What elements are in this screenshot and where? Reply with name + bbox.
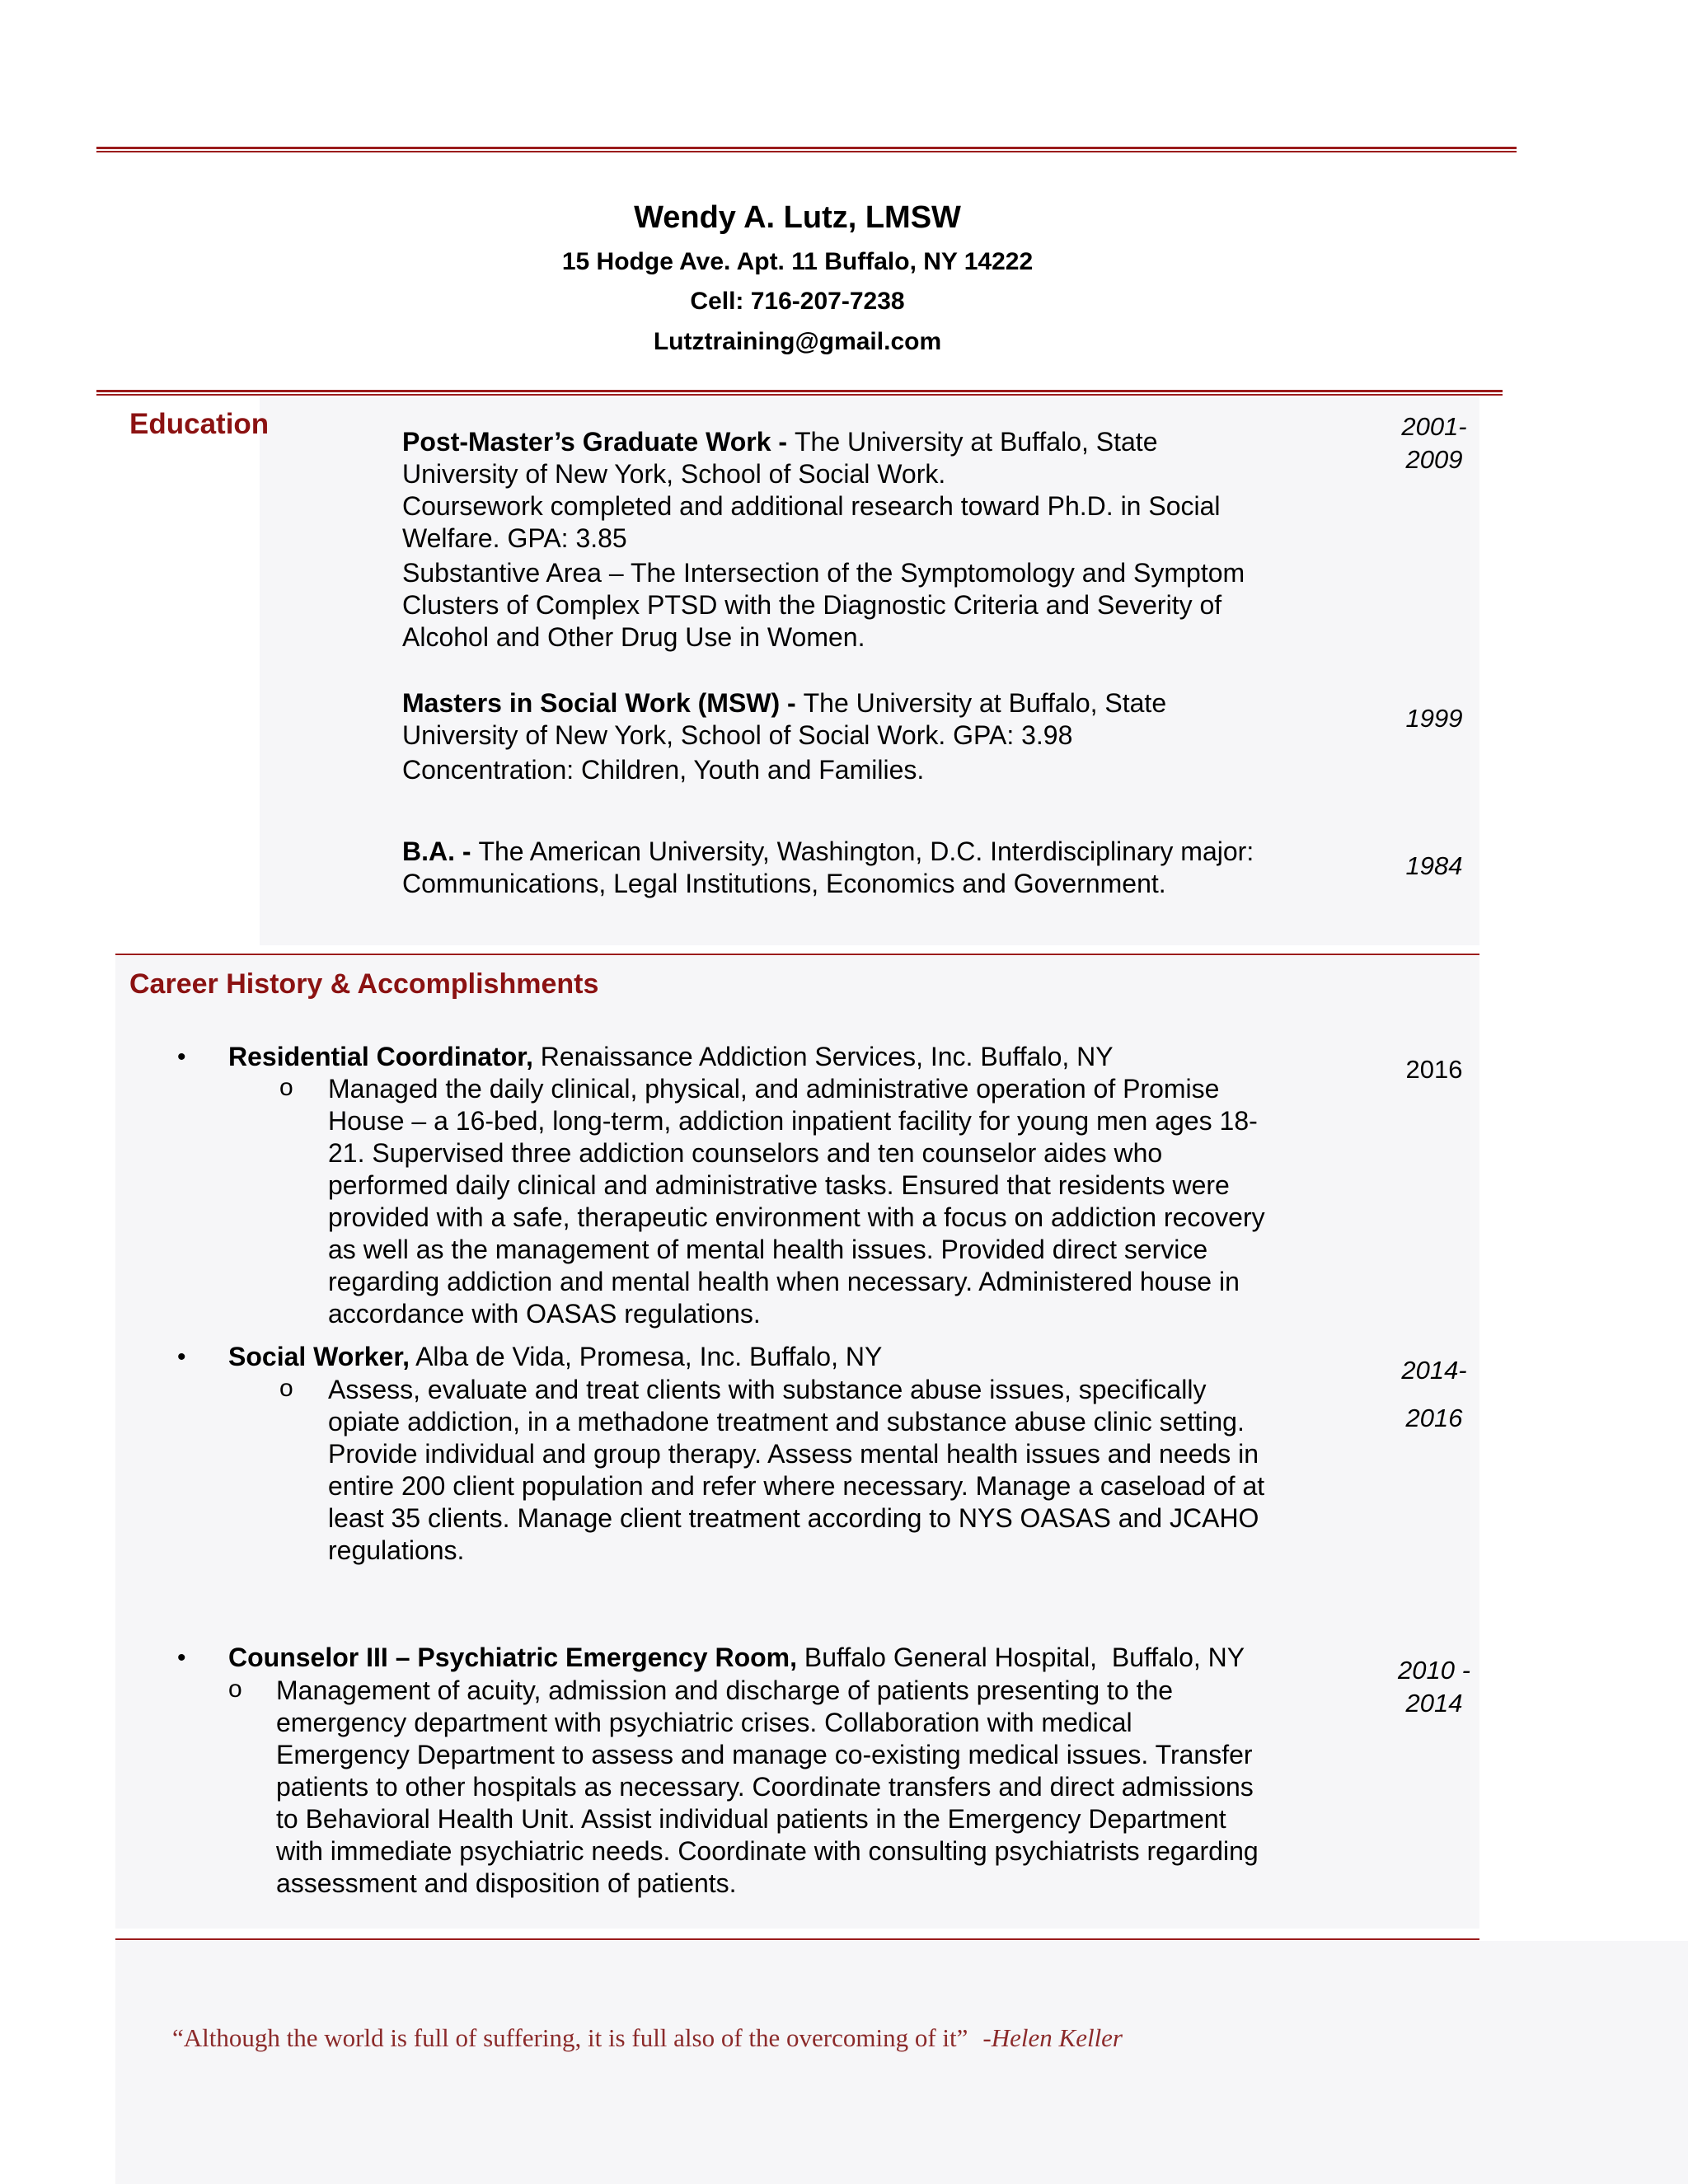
bullet-marker: • <box>177 1343 186 1371</box>
education-line: The American University, Washington, D.C. Interdisciplinary major: <box>478 837 1254 866</box>
education-date-ba <box>1381 850 1488 883</box>
education-line: Coursework completed and additional research toward Ph.D. in Social <box>402 491 1221 521</box>
education-line: Clusters of Complex PTSD with the Diagnostic Criteria and Severity of <box>402 590 1222 620</box>
description-line: accordance with OASAS regulations. <box>328 1299 761 1329</box>
education-date-postmasters <box>1381 410 1488 476</box>
description-line: regarding addiction and mental health when necessary. Administered house in <box>328 1267 1240 1296</box>
top-double-rule <box>96 147 1517 152</box>
date-line: 2001- <box>1401 412 1467 441</box>
job-description <box>328 1374 1400 1567</box>
education-line: University of New York, School of Social Work. <box>402 459 946 489</box>
job-role: Residential Coordinator, <box>228 1042 533 1071</box>
bottom-divider <box>115 1938 1479 1940</box>
description-line: patients to other hospitals as necessary. Coordinate transfers and direct admissions <box>276 1772 1254 1802</box>
job-description <box>276 1675 1397 1900</box>
degree-title: Masters in Social Work (MSW) - <box>402 688 804 718</box>
email: Lutztraining@gmail.com <box>653 328 942 355</box>
degree-title: Post-Master’s Graduate Work - <box>402 427 795 457</box>
date-line: 2014- <box>1401 1356 1467 1385</box>
job-role: Social Worker, <box>228 1342 410 1371</box>
job-employer: Buffalo General Hospital, Buffalo, NY <box>797 1643 1245 1672</box>
date-line: 1984 <box>1405 851 1463 880</box>
description-line: entire 200 client population and refer where necessary. Manage a caseload of at <box>328 1471 1265 1501</box>
job-heading <box>228 1041 1382 1073</box>
description-line: to Behavioral Health Unit. Assist individual patients in the Emergency Department <box>276 1804 1226 1834</box>
description-line: Emergency Department to assess and manage co-existing medical issues. Transfer <box>276 1740 1253 1769</box>
description-line: opiate addiction, in a methadone treatment and substance abuse clinic setting. <box>328 1407 1245 1436</box>
description-line: emergency department with psychiatric crises. Collaboration with medical <box>276 1708 1132 1737</box>
description-line: provided with a safe, therapeutic environment with a focus on addiction recovery <box>328 1202 1265 1232</box>
address: 15 Hodge Ave. Apt. 11 Buffalo, NY 14222 <box>561 248 1034 275</box>
sub-bullet-marker: o <box>279 1074 293 1101</box>
job-date <box>1381 1354 1488 1435</box>
date-line: 2009 <box>1405 445 1463 474</box>
date-line: 1999 <box>1405 704 1463 733</box>
sub-bullet-marker: o <box>279 1375 293 1402</box>
header-double-rule <box>96 390 1503 396</box>
description-line: House – a 16-bed, long-term, addiction inpatient facility for young men ages 18- <box>328 1106 1258 1136</box>
degree-title: B.A. - <box>402 837 479 866</box>
description-line: Assess, evaluate and treat clients with substance abuse issues, specifically <box>328 1375 1207 1404</box>
description-line: as well as the management of mental health issues. Provided direct service <box>328 1235 1208 1264</box>
description-line: 21. Supervised three addiction counselors and ten counselor aides who <box>328 1138 1163 1168</box>
education-line: Welfare. GPA: 3.85 <box>402 523 627 553</box>
quote-text: “Although the world is full of suffering, it is full also of the overcoming of it” <box>172 2023 968 2052</box>
job-heading <box>228 1642 1399 1674</box>
education-entry-ba <box>402 836 1375 900</box>
quote-author: -Helen Keller <box>982 2023 1123 2052</box>
job-employer: Renaissance Addiction Services, Inc. Buffalo, NY <box>532 1042 1114 1071</box>
description-line: Management of acuity, admission and discharge of patients presenting to the <box>276 1675 1174 1705</box>
education-line: Concentration: Children, Youth and Families. <box>402 755 925 785</box>
bullet-marker: • <box>177 1043 186 1071</box>
career-heading: Career History & Accomplishments <box>129 968 599 1000</box>
education-date-msw <box>1381 702 1488 735</box>
closing-quote <box>172 2023 1123 2053</box>
date-line: 2016 <box>1405 1055 1463 1084</box>
date-line: 2014 <box>1405 1689 1463 1718</box>
cell-phone: Cell: 716-207-7238 <box>690 288 905 315</box>
date-line: 2016 <box>1405 1404 1463 1432</box>
quote-panel-shade <box>115 1941 1688 2184</box>
description-line: performed daily clinical and administrative tasks. Ensured that residents were <box>328 1170 1230 1200</box>
job-description <box>328 1073 1400 1330</box>
description-line: Managed the daily clinical, physical, and administrative operation of Promise <box>328 1074 1220 1104</box>
candidate-name: Wendy A. Lutz, LMSW <box>634 200 961 235</box>
description-line: with immediate psychiatric needs. Coordinate with consulting psychiatrists regarding <box>276 1836 1259 1866</box>
education-entry-msw <box>402 687 1375 786</box>
job-heading <box>228 1341 1382 1373</box>
date-line: 2010 - <box>1398 1656 1470 1685</box>
description-line: least 35 clients. Manage client treatment according to NYS OASAS and JCAHO <box>328 1503 1259 1533</box>
job-role: Counselor III – Psychiatric Emergency Room, <box>228 1643 797 1672</box>
section-divider <box>115 954 1479 955</box>
education-line: University of New York, School of Social Work. GPA: 3.98 <box>402 720 1073 750</box>
description-line: assessment and disposition of patients. <box>276 1868 737 1898</box>
education-line: Alcohol and Other Drug Use in Women. <box>402 622 865 652</box>
description-line: regulations. <box>328 1535 465 1565</box>
education-entry-postmasters <box>402 426 1375 654</box>
education-line: The University at Buffalo, State <box>803 688 1167 718</box>
job-employer: Alba de Vida, Promesa, Inc. Buffalo, NY <box>409 1342 883 1371</box>
bullet-marker: • <box>177 1644 186 1671</box>
education-line: Substantive Area – The Intersection of the Symptomology and Symptom <box>402 558 1245 588</box>
education-heading: Education <box>129 408 270 440</box>
job-date <box>1381 1053 1488 1086</box>
education-line: The University at Buffalo, State <box>794 427 1158 457</box>
description-line: Provide individual and group therapy. Assess mental health issues and needs in <box>328 1439 1259 1469</box>
education-line: Communications, Legal Institutions, Economics and Government. <box>402 869 1166 898</box>
job-date <box>1381 1654 1488 1720</box>
sub-bullet-marker: o <box>228 1675 242 1703</box>
